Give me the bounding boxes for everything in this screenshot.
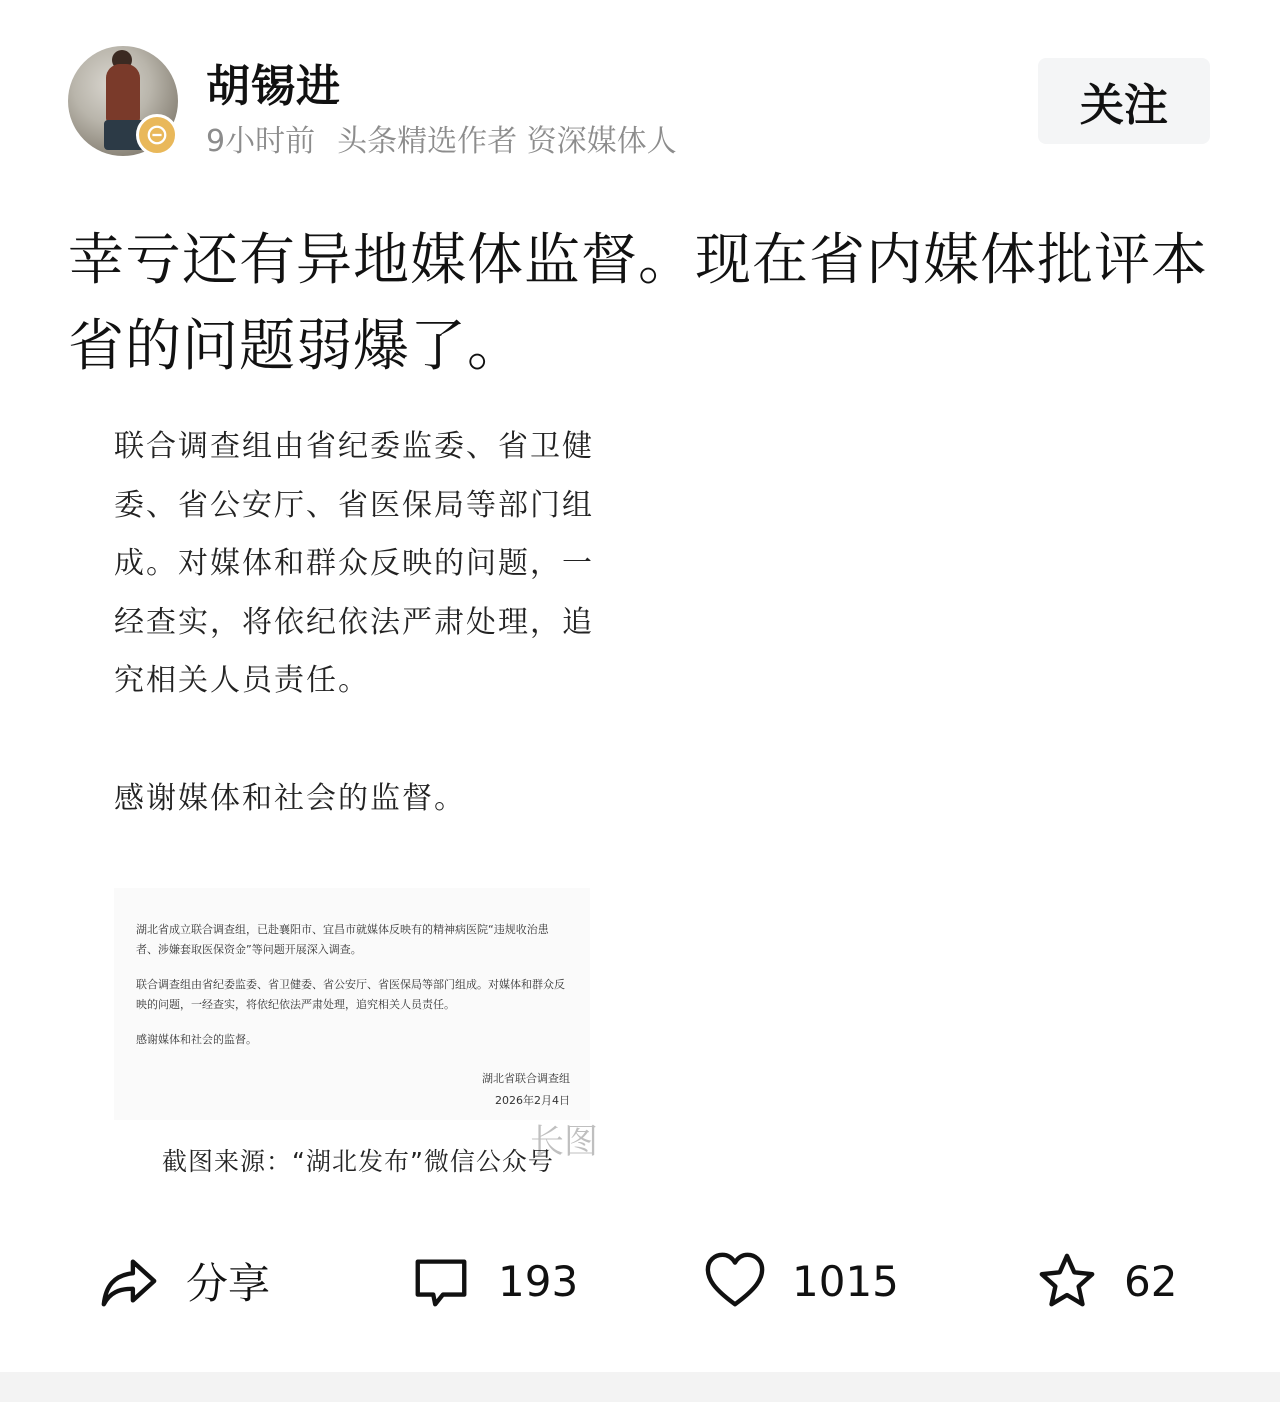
post-text: 幸亏还有异地媒体监督。现在省内媒体批评本省的问题弱爆了。 [68,228,1208,379]
follow-button[interactable]: 关注 [1038,58,1210,144]
verified-badge-icon [136,114,178,156]
image-text-line: 感谢媒体和社会的监督。 [136,1033,257,1046]
image-caption: 截图来源：“湖北发布”微信公众号 [162,1147,554,1176]
like-button[interactable] [704,1236,899,1326]
quote-paragraph-1: 联合调查组由省纪委监委、省卫健委、省公安厅、省医保局等部门组成。对媒体和群众反映的问题，一经查实，将依纪依法严肃处理，追究相关人员责任。 [114,429,594,698]
favorite-count: 62 [1124,1256,1178,1306]
image-date: 2026年2月4日 [495,1094,570,1107]
post-time: 9小时前 [206,124,316,159]
author-name[interactable]: 胡锡进 [206,61,341,112]
comment-icon [410,1250,472,1312]
long-image-tag: 长图 [530,1122,598,1162]
quote-paragraph-2: 感谢媒体和社会的监督。 [114,781,466,816]
heart-icon [704,1250,766,1312]
post-meta [206,116,677,160]
share-button[interactable] [98,1236,270,1326]
like-count: 1015 [792,1256,899,1306]
image-signer: 湖北省联合调查组 [482,1072,570,1085]
image-signature [482,1068,570,1112]
image-text-line: 联合调查组由省纪委监委、省卫健委、省公安厅、省医保局等部门组成。对媒体和群众反映的问题，一经查实，将依纪依法严肃处理，追究相关人员责任。 [136,978,565,1011]
share-label: 分享 [186,1259,271,1308]
bottom-divider [0,1372,1280,1402]
star-icon [1036,1250,1098,1312]
comment-count: 193 [498,1256,579,1306]
author-tags: 头条精选作者 资深媒体人 [337,124,677,159]
favorite-button[interactable] [1036,1236,1177,1326]
image-text-line: 湖北省成立联合调查组，已赴襄阳市、宜昌市就媒体反映有的精神病医院“违规收治患者、涉嫌套取医保资金”等问题开展深入调查。 [136,923,549,956]
action-bar [0,1236,1280,1326]
comment-button[interactable] [410,1236,578,1326]
share-icon [98,1250,160,1312]
embedded-screenshot-image[interactable] [114,888,590,1120]
post-header [0,0,1280,180]
